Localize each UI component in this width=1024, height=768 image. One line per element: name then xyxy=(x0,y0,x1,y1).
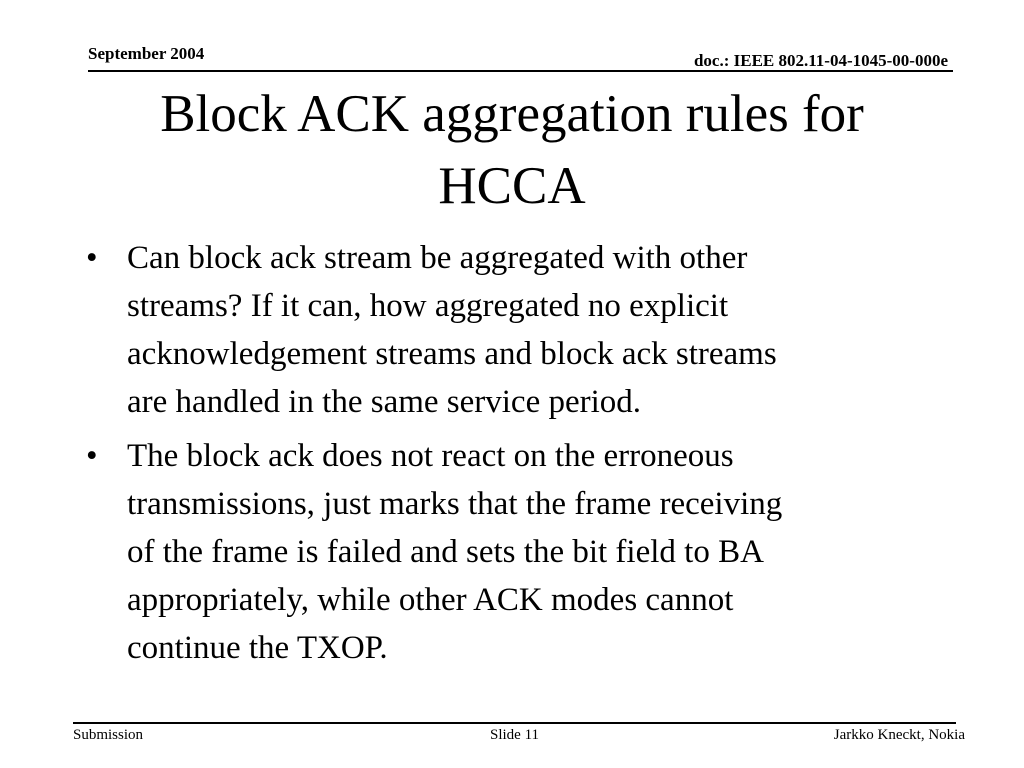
bullet-text-line: of the frame is failed and sets the bit field to BA xyxy=(127,534,764,570)
bullet-icon: • xyxy=(86,438,98,474)
footer-submission: Submission xyxy=(73,727,144,743)
bullet-text-line: are handled in the same service period. xyxy=(127,384,642,420)
bullet-text-line: streams? If it can, how aggregated no explicit xyxy=(127,288,729,324)
bullet-text-line: acknowledgement streams and block ack streams xyxy=(127,336,777,372)
bullet-item xyxy=(86,234,936,426)
slide-title-line-2: HCCA xyxy=(438,157,586,215)
bullet-text-line: The block ack does not react on the erroneous xyxy=(127,438,734,474)
bullet-text-line: appropriately, while other ACK modes cannot xyxy=(127,582,734,618)
footer-divider xyxy=(73,722,956,724)
bullet-text-line: continue the TXOP. xyxy=(127,630,388,666)
header-doc-id: doc.: IEEE 802.11-04-1045-00-000e xyxy=(693,51,948,70)
bullet-text-line: Can block ack stream be aggregated with other xyxy=(127,240,748,276)
bullet-icon: • xyxy=(86,240,98,276)
bullet-text-line: transmissions, just marks that the frame receiving xyxy=(127,486,783,522)
bullet-list xyxy=(86,234,936,672)
slide-title-line-1: Block ACK aggregation rules for xyxy=(160,85,864,143)
slide-title xyxy=(60,78,964,222)
footer-slide-number: Slide 11 xyxy=(490,727,540,743)
header-divider xyxy=(88,70,953,72)
footer-author: Jarkko Kneckt, Nokia xyxy=(833,727,965,743)
header-date: September 2004 xyxy=(88,44,205,63)
bullet-item xyxy=(86,432,936,672)
